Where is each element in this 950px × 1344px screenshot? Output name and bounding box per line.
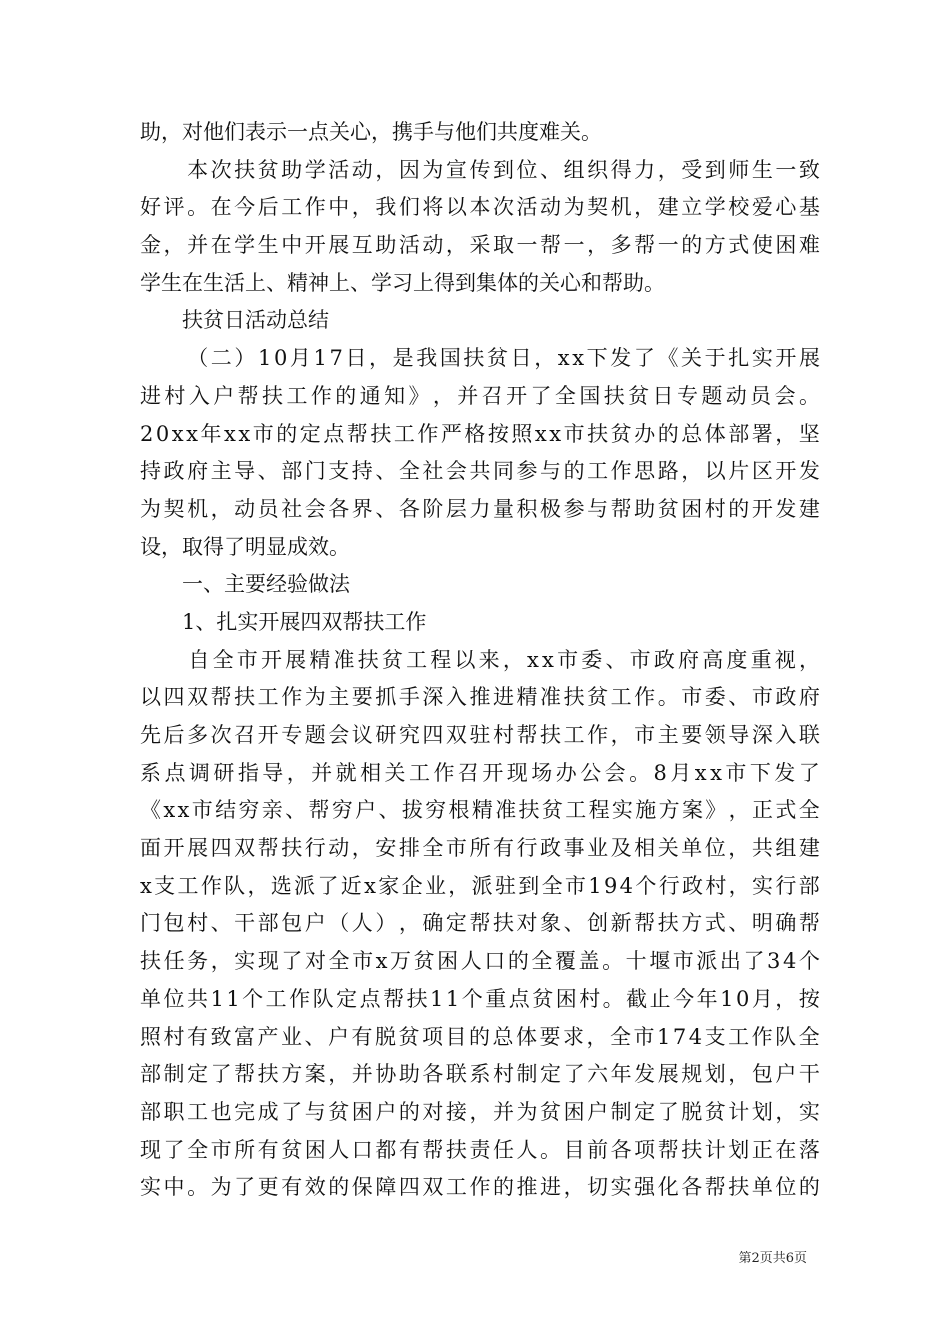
text-line: （ 二 ） 1 0 月 1 7 日 ， 是 我 国 扶 贫 日 ， x x 下 发 了 《 关 于 扎 实 开 展 (187, 346, 820, 371)
text-line: 单 位 共 1 1 个 工 作 队 定 点 帮 扶 1 1 个 重 点 贫 困 村 。 截 止 今 年 1 0 月 ， 按 (140, 986, 820, 1011)
text-line: 进 村 入 户 帮 扶 工 作 的 通 知 》 ， 并 召 开 了 全 国 扶 贫 日 专 题 动 员 会 。 (140, 383, 820, 408)
text-line: 为 契 机 ， 动 员 社 会 各 界 、 各 阶 层 力 量 积 极 参 与 帮 助 贫 困 村 的 开 发 建 (140, 496, 820, 521)
text-line: 实 中 。 为 了 更 有 效 的 保 障 四 双 工 作 的 推 进 ， 切 实 强 化 各 帮 扶 单 位 的 (140, 1175, 820, 1200)
text-line: 自 全 市 开 展 精 准 扶 贫 工 程 以 来 ， x x 市 委 、 市 政 府 高 度 重 视 ， (188, 647, 820, 672)
text-line: 门 包 村 、 干 部 包 户 （ 人 ） ， 确 定 帮 扶 对 象 、 创 新 帮 扶 方 式 、 明 确 帮 (140, 911, 820, 936)
text-line: 金 ， 并 在 学 生 中 开 展 互 助 活 动 ， 采 取 一 帮 一 ， 多 帮 一 的 方 式 使 困 难 (140, 233, 820, 258)
text-line: 好 评 。 在 今 后 工 作 中 ， 我 们 将 以 本 次 活 动 为 契 机 ， 建 立 学 校 爱 心 基 (140, 195, 820, 220)
page-number-footer: 第2页共6页 (738, 1251, 807, 1266)
text-line: 持 政 府 主 导 、 部 门 支 持 、 全 社 会 共 同 参 与 的 工 作 思 路 ， 以 片 区 开 发 (140, 459, 820, 484)
text-line: x 支 工 作 队 ， 选 派 了 近 x 家 企 业 ， 派 驻 到 全 市 1 9 4 个 行 政 村 ， 实 行 部 (140, 873, 820, 898)
text-line: 部 职 工 也 完 成 了 与 贫 困 户 的 对 接 ， 并 为 贫 困 户 制 定 了 脱 贫 计 划 ， 实 (140, 1099, 820, 1124)
text-line: 《 x x 市 结 穷 亲 、 帮 穷 户 、 拔 穷 根 精 准 扶 贫 工 程 实 施 方 案 》 ， 正 式 全 (140, 798, 820, 823)
text-line: 先 后 多 次 召 开 专 题 会 议 研 究 四 双 驻 村 帮 扶 工 作 ， 市 主 要 领 导 深 入 联 (140, 723, 820, 747)
text-line: 助，对他们表示一点关心，携手与他们共度难关。 (140, 120, 602, 144)
text-line: 本 次 扶 贫 助 学 活 动 ， 因 为 宣 传 到 位 、 组 织 得 力 ， 受 到 师 生 一 致 (187, 157, 820, 182)
text-line: 系 点 调 研 指 导 ， 并 就 相 关 工 作 召 开 现 场 办 公 会 。 8 月 x x 市 下 发 了 (140, 760, 820, 785)
text-line: 扶 任 务 ， 实 现 了 对 全 市 x 万 贫 困 人 口 的 全 覆 盖 。 十 堰 市 派 出 了 3 4 个 (140, 949, 820, 974)
document-body (140, 114, 820, 1207)
text-line: 照 村 有 致 富 产 业 、 户 有 脱 贫 项 目 的 总 体 要 求 ， 全 市 1 7 4 支 工 作 队 全 (140, 1024, 820, 1049)
text-line: 1、扎实开展四双帮扶工作 (140, 609, 427, 634)
text-line: 以 四 双 帮 扶 工 作 为 主 要 抓 手 深 入 推 进 精 准 扶 贫 工 作 。 市 委 、 市 政 府 (140, 685, 820, 710)
text-line: 扶贫日活动总结 (140, 308, 329, 333)
text-line: 面 开 展 四 双 帮 扶 行 动 ， 安 排 全 市 所 有 行 政 事 业 及 相 关 单 位 ， 共 组 建 (140, 836, 820, 861)
text-line: 2 0 x x 年 x x 市 的 定 点 帮 扶 工 作 严 格 按 照 x x 市 扶 贫 办 的 总 体 部 署 ， 坚 (140, 421, 820, 446)
text-line: 一、主要经验做法 (140, 572, 350, 597)
text-line: 学生在生活上、精神上、学习上得到集体的关心和帮助。 (140, 270, 665, 295)
text-line: 部 制 定 了 帮 扶 方 案 ， 并 协 助 各 联 系 村 制 定 了 六 年 发 展 规 划 ， 包 户 干 (140, 1062, 820, 1087)
text-line: 设，取得了明显成效。 (140, 534, 350, 559)
text-line: 现 了 全 市 所 有 贫 困 人 口 都 有 帮 扶 责 任 人 。 目 前 各 项 帮 扶 计 划 正 在 落 (140, 1137, 820, 1162)
